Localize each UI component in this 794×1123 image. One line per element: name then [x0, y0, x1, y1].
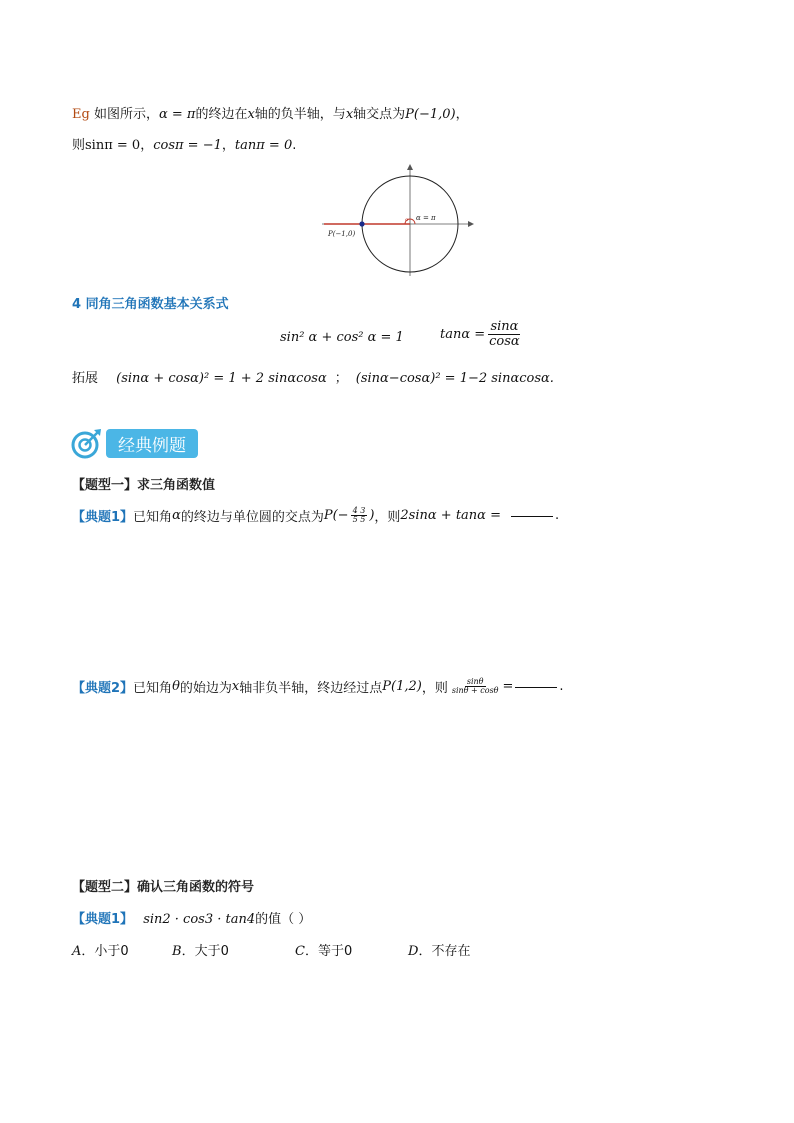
- math-expr: tanπ = 0: [234, 138, 293, 153]
- fraction-denominator: 5 5: [352, 515, 366, 524]
- math-expr: x: [231, 679, 240, 694]
- eg-text: 轴交点为: [353, 107, 406, 122]
- option-letter: C: [295, 944, 305, 959]
- y-axis-arrow: [407, 164, 413, 170]
- eg-tag: Eg: [72, 107, 90, 122]
- eg-line-1: [72, 103, 469, 122]
- math-expr: P(1,2): [382, 679, 422, 694]
- type-1-title: 【题型一】求三角函数值: [72, 478, 216, 493]
- formula-tan-fraction: [487, 320, 522, 348]
- option-letter: B: [172, 944, 182, 959]
- section-4-title: 4 同角三角函数基本关系式: [72, 297, 229, 312]
- question-text: ，则: [421, 681, 448, 696]
- math-expr: θ: [172, 679, 180, 694]
- extension-label: 拓展: [72, 371, 99, 386]
- fraction-numerator: sinα: [490, 319, 519, 334]
- x-axis-arrow: [468, 221, 474, 227]
- option-b[interactable]: [172, 940, 229, 959]
- math-expr: P(−: [323, 508, 349, 523]
- answer-blank[interactable]: [511, 515, 553, 517]
- math-expr: =: [502, 679, 514, 694]
- eg-text: ，: [221, 138, 235, 153]
- eg-text: .: [292, 138, 297, 153]
- classic-examples-banner: [70, 426, 198, 460]
- eg-text: 的终边在: [195, 107, 248, 122]
- question-tag: 【典题1】: [72, 510, 134, 525]
- option-d[interactable]: [408, 940, 470, 959]
- eg-text: ，: [140, 138, 154, 153]
- fraction-numerator: 4 3: [352, 505, 366, 515]
- math-expr: (sinα + cosα)² = 1 + 2 sinαcosα: [116, 371, 327, 386]
- question-text: 的终边与单位圆的交点为: [180, 510, 324, 525]
- question-3: [72, 908, 311, 927]
- math-expr: x: [345, 107, 354, 122]
- math-expr: sin2 · cos3 · tan4: [143, 912, 256, 927]
- option-text: ．大于0: [181, 944, 229, 959]
- question-text: 轴非负半轴，终边经过点: [239, 681, 383, 696]
- question-1: [72, 506, 559, 525]
- math-expr: ): [369, 508, 375, 523]
- eg-text: ，: [455, 107, 469, 122]
- question-text: 已知角: [133, 510, 173, 525]
- question-2: [72, 677, 564, 696]
- question-text: 已知角: [133, 681, 173, 696]
- math-expr: cosπ = −1: [153, 138, 222, 153]
- eg-text: 轴的负半轴，与: [254, 107, 346, 122]
- point-p-label: P(−1,0): [328, 230, 356, 238]
- question-text: ，则: [374, 510, 401, 525]
- point-p: [359, 221, 364, 226]
- math-expr: P(−1,0): [405, 107, 456, 122]
- option-a[interactable]: [72, 940, 129, 959]
- fraction-denominator: cosα: [489, 333, 520, 349]
- option-text: ．等于0: [304, 944, 353, 959]
- option-letter: A: [72, 944, 82, 959]
- question-text: .: [554, 508, 560, 523]
- math-expr: x: [247, 107, 255, 122]
- question-text: .: [559, 679, 564, 694]
- banner-label: 经典例题: [106, 429, 198, 458]
- formula-tan-left: tanα =: [440, 326, 486, 342]
- math-expr: α = π: [158, 107, 196, 122]
- fraction-numerator: sinθ: [466, 676, 484, 686]
- option-c[interactable]: [295, 940, 352, 959]
- target-icon: [70, 426, 104, 460]
- eg-text: 则: [72, 138, 86, 153]
- formula-pythagorean: sin² α + cos² α = 1: [280, 330, 404, 345]
- ratio-fraction: [450, 678, 501, 696]
- option-text: ．小于0: [81, 944, 129, 959]
- question-text: 的值（ ）: [255, 912, 312, 927]
- answer-blank[interactable]: [515, 686, 557, 688]
- eg-line-2: [72, 134, 296, 153]
- formula-tan: [440, 320, 524, 348]
- unit-circle-figure: [318, 160, 478, 280]
- angle-tick-label: α: [405, 217, 409, 223]
- option-text: ．不存在: [418, 944, 471, 959]
- extension-line: [72, 367, 554, 386]
- question-tag: 【典题2】: [72, 681, 134, 696]
- math-expr: sinπ = 0: [85, 138, 141, 153]
- option-letter: D: [408, 944, 419, 959]
- separator: ；: [334, 371, 348, 386]
- eg-text: 如图所示，: [89, 107, 159, 122]
- question-text: 的始边为: [179, 681, 232, 696]
- point-fraction: [351, 507, 368, 525]
- math-expr: α: [172, 508, 181, 523]
- math-expr: 2sinα + tanα =: [400, 508, 501, 523]
- question-tag: 【典题1】: [72, 912, 134, 927]
- math-expr: (sinα−cosα)² = 1−2 sinαcosα.: [355, 371, 554, 386]
- angle-label: α = π: [416, 214, 436, 222]
- type-2-title: 【题型二】确认三角函数的符号: [72, 880, 255, 895]
- fraction-denominator: sinθ + cosθ: [451, 686, 499, 695]
